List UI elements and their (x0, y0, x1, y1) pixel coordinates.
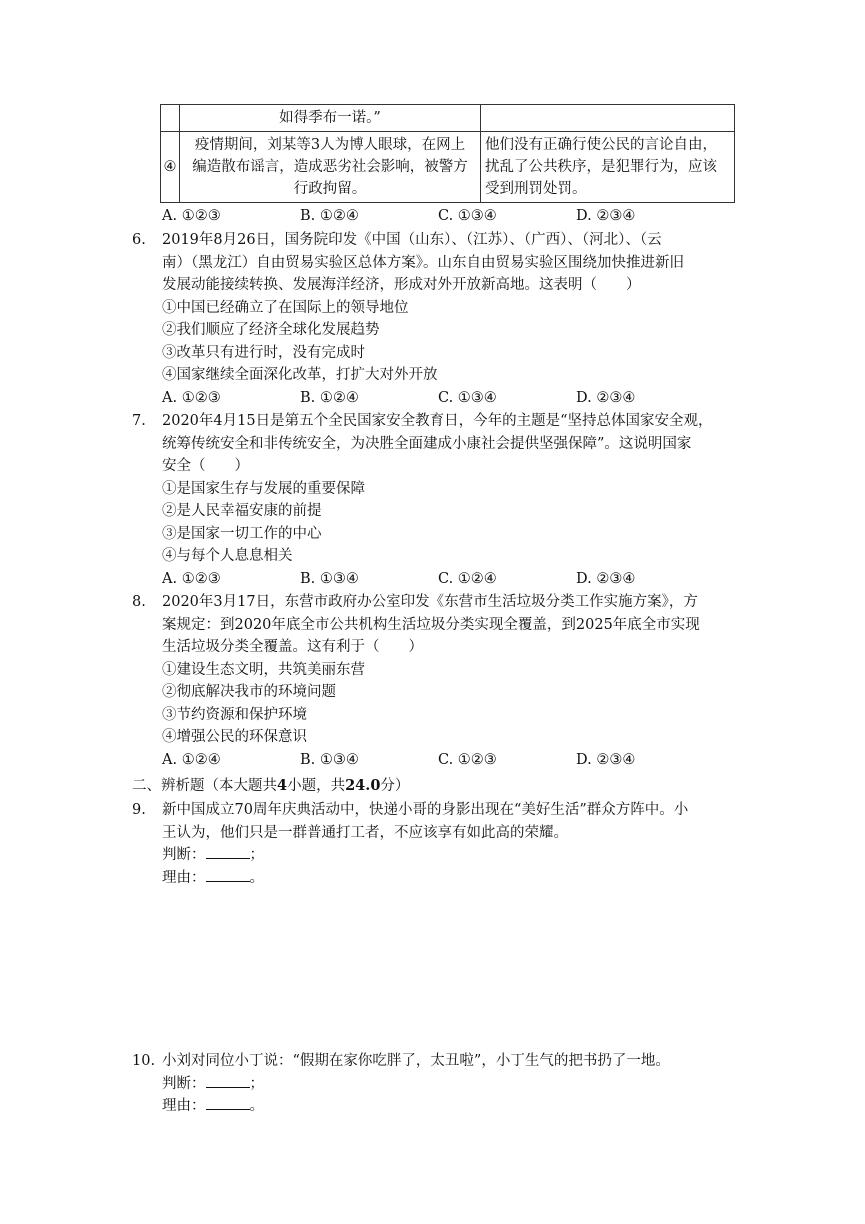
reason-end: 。 (249, 869, 264, 886)
question-stem-line: 案规定：到2020年底全市公共机构生活垃圾分类实现全覆盖，到2025年底全市实现 (162, 616, 700, 633)
question-stem-line: 新中国成立70周年庆典活动中，快递小哥的身影出现在“美好生活”群众方阵中。小 (162, 802, 689, 818)
table-row-number (161, 105, 180, 132)
question-number: 8. (132, 594, 146, 610)
section-count: 4 (277, 777, 288, 794)
option-a[interactable]: A. ①②④ (162, 751, 221, 768)
statement-item: ①是国家生存与发展的重要保障 (162, 480, 365, 497)
table-row (161, 105, 735, 132)
question-10 (132, 1050, 737, 1118)
question-stem-line: 发展动能接续转换、发展海洋经济，形成对外开放新高地。这表明（ ） (162, 277, 641, 293)
judgment-end: ； (249, 1075, 264, 1092)
option-a[interactable]: A. ①②③ (162, 208, 221, 224)
option-row (162, 387, 737, 410)
question-number: 10. (132, 1053, 156, 1069)
judgment-end: ； (249, 847, 264, 863)
table-cell-line: 受到刑罚处罚。 (485, 181, 587, 197)
question-9 (132, 799, 737, 889)
option-row (162, 749, 737, 772)
table-cell-analysis (481, 132, 735, 203)
option-d[interactable]: D. ②③④ (576, 751, 636, 768)
question-stem-line: 王认为，他们只是一群普通打工者，不应该享有如此高的荣耀。 (162, 824, 568, 841)
question-number: 6. (132, 232, 146, 248)
statement-item: ③改革只有进行时，没有完成时 (162, 344, 365, 361)
judgment-label: 判断： (162, 847, 206, 863)
table-cell-case (180, 132, 481, 203)
option-b[interactable]: B. ①②④ (300, 208, 359, 224)
question-5-options (132, 205, 737, 228)
statement-item: ④国家继续全面深化改革，打扩大对外开放 (162, 367, 438, 383)
question-number: 7. (132, 413, 146, 429)
reason-end: 。 (249, 1098, 264, 1114)
table-cell-line: 行政拘留。 (293, 181, 367, 197)
option-c[interactable]: C. ①③④ (438, 208, 497, 224)
comparison-table (160, 104, 735, 203)
question-number: 9. (132, 802, 146, 818)
statement-item: ④与每个人息息相关 (162, 548, 293, 564)
option-b[interactable]: B. ①③④ (300, 751, 359, 768)
question-stem-line: 2020年4月15日是第五个全民国家安全教育日，今年的主题是“坚持总体国家安全观， (162, 413, 713, 429)
table-cell-line: 疫情期间，刘某等3人为博人眼球，在网上 (194, 137, 466, 153)
option-d[interactable]: D. ②③④ (576, 389, 636, 406)
reason-line (162, 1095, 737, 1118)
option-c[interactable]: C. ①②④ (438, 570, 497, 587)
table-cell-line: 他们没有正确行使公民的言论自由， (485, 137, 717, 153)
option-row (162, 568, 737, 591)
table-cell-case: 如得季布一诺。” (180, 105, 481, 132)
answer-blank[interactable] (206, 867, 250, 882)
judgment-label: 判断： (162, 1075, 206, 1092)
option-c[interactable]: C. ①②③ (438, 751, 497, 768)
statement-item: ①建设生态文明，共筑美丽东营 (162, 661, 365, 678)
reason-line (162, 867, 737, 890)
judgment-line (162, 844, 737, 867)
statement-item: ②我们顺应了经济全球化发展趋势 (162, 322, 380, 338)
question-stem-line: 统筹传统安全和非传统安全，为决胜全面建成小康社会提供坚强保障”。这说明国家 (162, 435, 692, 452)
table-cell-line: 编造散布谣言，造成恶劣社会影响，被警方 (192, 159, 468, 175)
option-d[interactable]: D. ②③④ (576, 208, 636, 224)
reason-label: 理由： (162, 1098, 206, 1114)
table-cell-line: 扰乱了公共秩序，是犯罪行为，应该 (485, 159, 717, 175)
question-stem-line: 2019年8月26日，国务院印发《中国（山东）、（江苏）、（广西）、（河北）、（云 (162, 232, 662, 248)
option-row (162, 205, 737, 228)
question-8 (132, 591, 737, 771)
statement-item: ②彻底解决我市的环境问题 (162, 684, 336, 700)
section-heading (132, 775, 409, 797)
question-stem-line: 2020年3月17日，东营市政府办公室印发《东营市生活垃圾分类工作实施方案》，方 (162, 594, 698, 610)
table-row-number: ④ (161, 132, 180, 203)
option-b[interactable]: B. ①②④ (300, 389, 359, 406)
question-7 (132, 410, 737, 590)
section-score: 24.0 (345, 777, 381, 794)
statement-item: ③节约资源和保护环境 (162, 706, 307, 723)
question-stem-line: 安全（ ） (162, 458, 249, 474)
question-stem-line: 南）（黑龙江）自由贸易实验区总体方案》。山东自由贸易实验区围绕加快推进新旧 (162, 254, 684, 271)
question-stem-line: 生活垃圾分类全覆盖。这有利于（ ） (162, 639, 423, 655)
statement-item: ③是国家一切工作的中心 (162, 525, 322, 542)
section-mid: 小题，共 (287, 778, 346, 794)
answer-blank[interactable] (206, 844, 250, 859)
question-6 (132, 229, 737, 409)
question-stem-line: 小刘对同位小丁说：“假期在家你吃胖了，太丑啦”，小丁生气的把书扔了一地。 (162, 1053, 670, 1069)
statement-item: ②是人民幸福安康的前提 (162, 503, 322, 519)
table-cell-analysis (481, 105, 735, 132)
section-suffix: 分） (380, 778, 410, 794)
reason-label: 理由： (162, 869, 206, 886)
option-c[interactable]: C. ①③④ (438, 389, 497, 406)
answer-blank[interactable] (206, 1095, 250, 1110)
statement-item: ①中国已经确立了在国际上的领导地位 (162, 299, 409, 316)
option-d[interactable]: D. ②③④ (576, 570, 636, 587)
option-b[interactable]: B. ①③④ (300, 570, 359, 587)
statement-item: ④增强公民的环保意识 (162, 729, 307, 745)
judgment-line (162, 1073, 737, 1096)
option-a[interactable]: A. ①②③ (162, 389, 221, 406)
answer-blank[interactable] (206, 1073, 250, 1088)
section-prefix: 二、辨析题（本大题共 (132, 778, 277, 794)
table-row (161, 132, 735, 203)
option-a[interactable]: A. ①②③ (162, 570, 221, 587)
